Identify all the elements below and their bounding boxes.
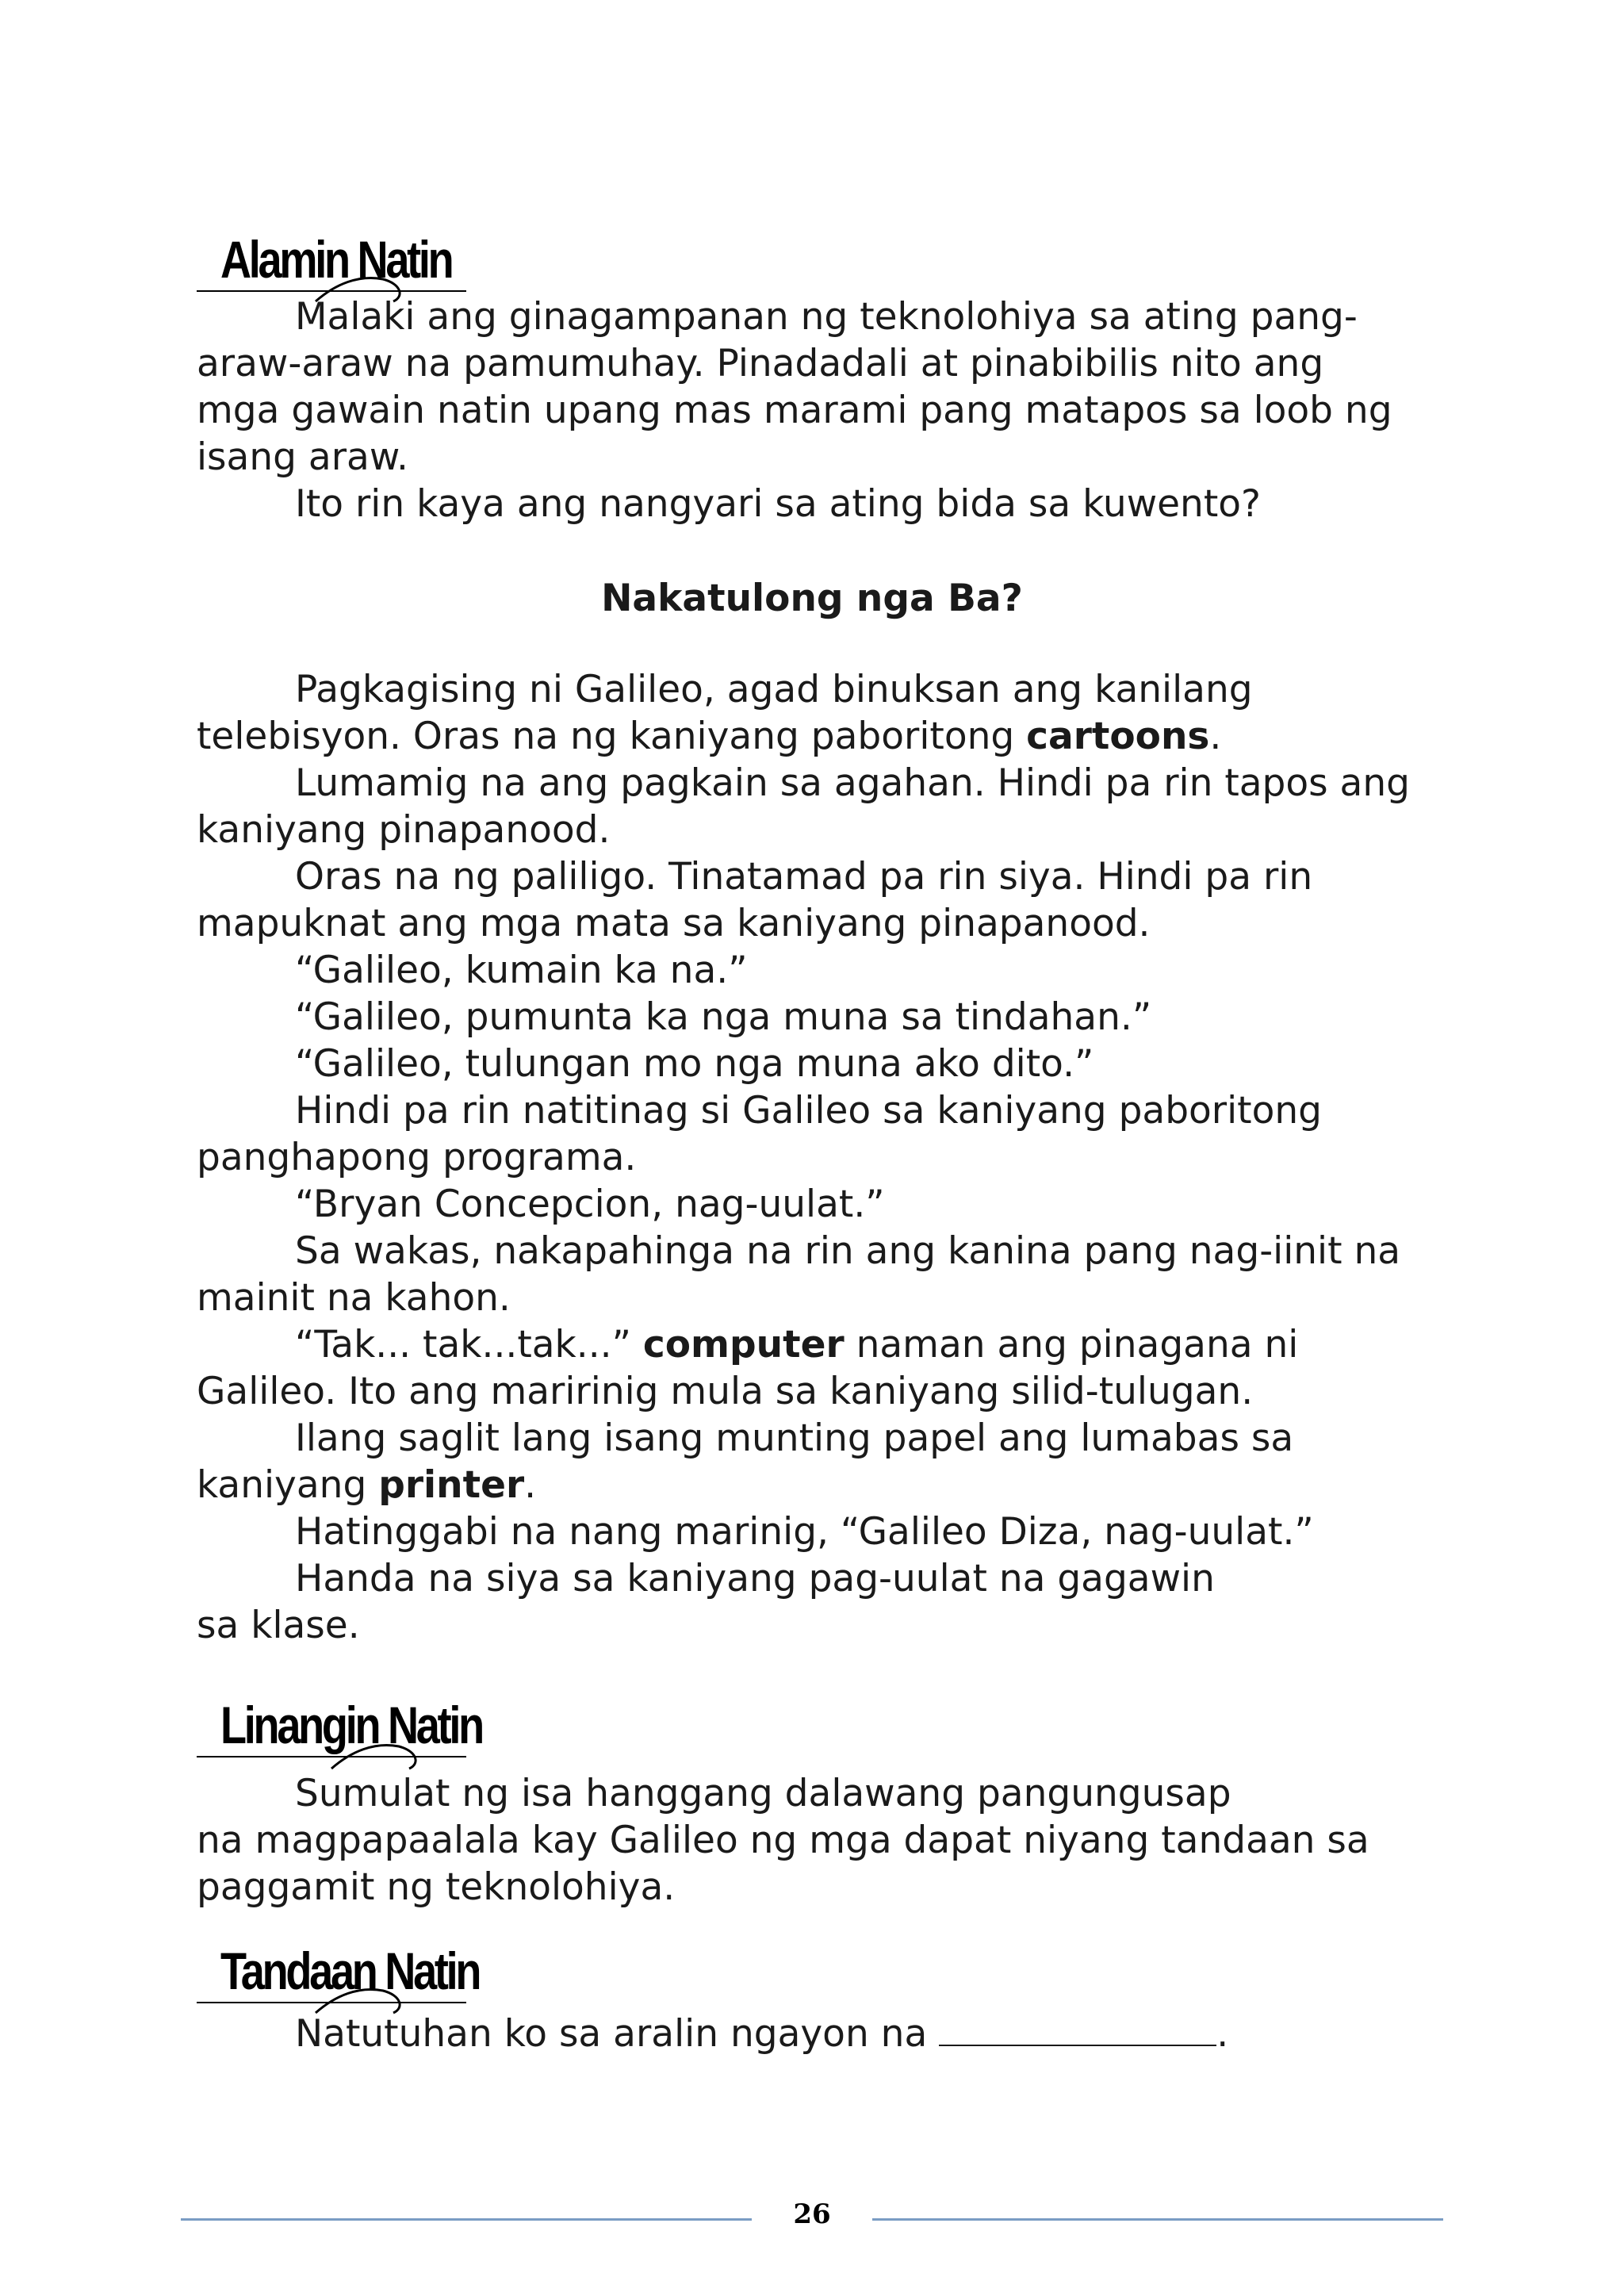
- tandaan-natin-heading: [197, 1919, 546, 2014]
- story-line: Hindi pa rin natitinag si Galileo sa kaniyang paboritong: [295, 1089, 1322, 1133]
- alamin-body: [197, 293, 1434, 527]
- story-line: Hatinggabi na nang marinig, “Galileo Diza, nag-uulat.”: [295, 1510, 1314, 1554]
- tandaan-body: [197, 2010, 1434, 2057]
- bold-term: cartoons: [1026, 715, 1210, 758]
- fill-in-line: [197, 2010, 1434, 2057]
- story-line: “Galileo, tulungan mo nga muna ako dito.”: [295, 1042, 1094, 1086]
- story-line: mapuknat ang mga mata sa kaniyang pinapanood.: [197, 902, 1151, 945]
- story-line: Oras na ng paliligo. Tinatamad pa rin siya. Hindi pa rin: [295, 855, 1313, 899]
- story-text: kaniyang: [197, 1463, 379, 1507]
- story-line: Galileo. Ito ang maririnig mula sa kaniyang silid-tulugan.: [197, 1370, 1254, 1413]
- linangin-natin-heading: [197, 1673, 546, 1769]
- story-line: Ilang saglit lang isang munting papel ang lumabas sa: [295, 1416, 1294, 1460]
- story-line: mainit na kahon.: [197, 1276, 511, 1320]
- answer-blank[interactable]: [939, 2013, 1216, 2046]
- linangin-body: [197, 1770, 1434, 1911]
- story-line: “Galileo, kumain ka na.”: [295, 949, 748, 992]
- story-text: .: [524, 1463, 537, 1507]
- paragraph-line: na magpapaalala kay Galileo ng mga dapat niyang tandaan sa: [197, 1819, 1369, 1862]
- story-line: Pagkagising ni Galileo, agad binuksan ang kanilang: [295, 668, 1253, 711]
- story-line: [197, 713, 1434, 760]
- story-text: .: [1209, 715, 1222, 758]
- story-line: Lumamig na ang pagkain sa agahan. Hindi pa rin tapos ang: [295, 761, 1410, 805]
- paragraph-line: Ito rin kaya ang nangyari sa ating bida sa kuwento?: [295, 482, 1261, 526]
- alamin-natin-heading: [197, 208, 546, 303]
- story-line: [197, 1321, 1434, 1368]
- paragraph-line: isang araw.: [197, 435, 408, 479]
- paragraph-line: araw-araw na pamumuhay. Pinadadali at pinabibilis nito ang: [197, 342, 1324, 385]
- story-text: naman ang pinagana ni: [844, 1323, 1299, 1366]
- story-title: [0, 575, 1624, 622]
- heading-title: Linangin Natin: [220, 1696, 482, 1754]
- bold-term: computer: [642, 1323, 845, 1366]
- page-number: 26: [793, 2198, 831, 2230]
- story-text: telebisyon. Oras na ng kaniyang paboritong: [197, 715, 1027, 758]
- story-title-text: Nakatulong nga Ba?: [601, 577, 1023, 620]
- bold-term: printer: [378, 1463, 525, 1507]
- story-line: panghapong programa.: [197, 1136, 637, 1179]
- story-text: “Tak... tak...tak...”: [295, 1323, 643, 1366]
- prompt-end: .: [1216, 2012, 1229, 2056]
- story-line: Handa na siya sa kaniyang pag-uulat na gagawin: [295, 1557, 1215, 1600]
- paragraph-line: paggamit ng teknolohiya.: [197, 1865, 676, 1909]
- story-line: “Galileo, pumunta ka nga muna sa tindahan.”: [295, 995, 1152, 1039]
- story-line: [197, 1462, 1434, 1508]
- paragraph-line: Malaki ang ginagampanan ng teknolohiya sa ating pang-: [295, 295, 1358, 339]
- story-body: [197, 666, 1434, 1649]
- paragraph-line: Sumulat ng isa hanggang dalawang pangungusap: [295, 1772, 1231, 1815]
- story-line: Sa wakas, nakapahinga na rin ang kanina pang nag-iinit na: [295, 1229, 1401, 1273]
- paragraph-line: mga gawain natin upang mas marami pang matapos sa loob ng: [197, 389, 1392, 432]
- prompt-text: Natutuhan ko sa aralin ngayon na: [295, 2012, 940, 2056]
- story-line: kaniyang pinapanood.: [197, 808, 611, 852]
- heading-title: Tandaan Natin: [220, 1941, 480, 2000]
- story-line: sa klase.: [197, 1604, 360, 1647]
- story-line: “Bryan Concepcion, nag-uulat.”: [295, 1182, 885, 1226]
- heading-title: Alamin Natin: [220, 230, 452, 289]
